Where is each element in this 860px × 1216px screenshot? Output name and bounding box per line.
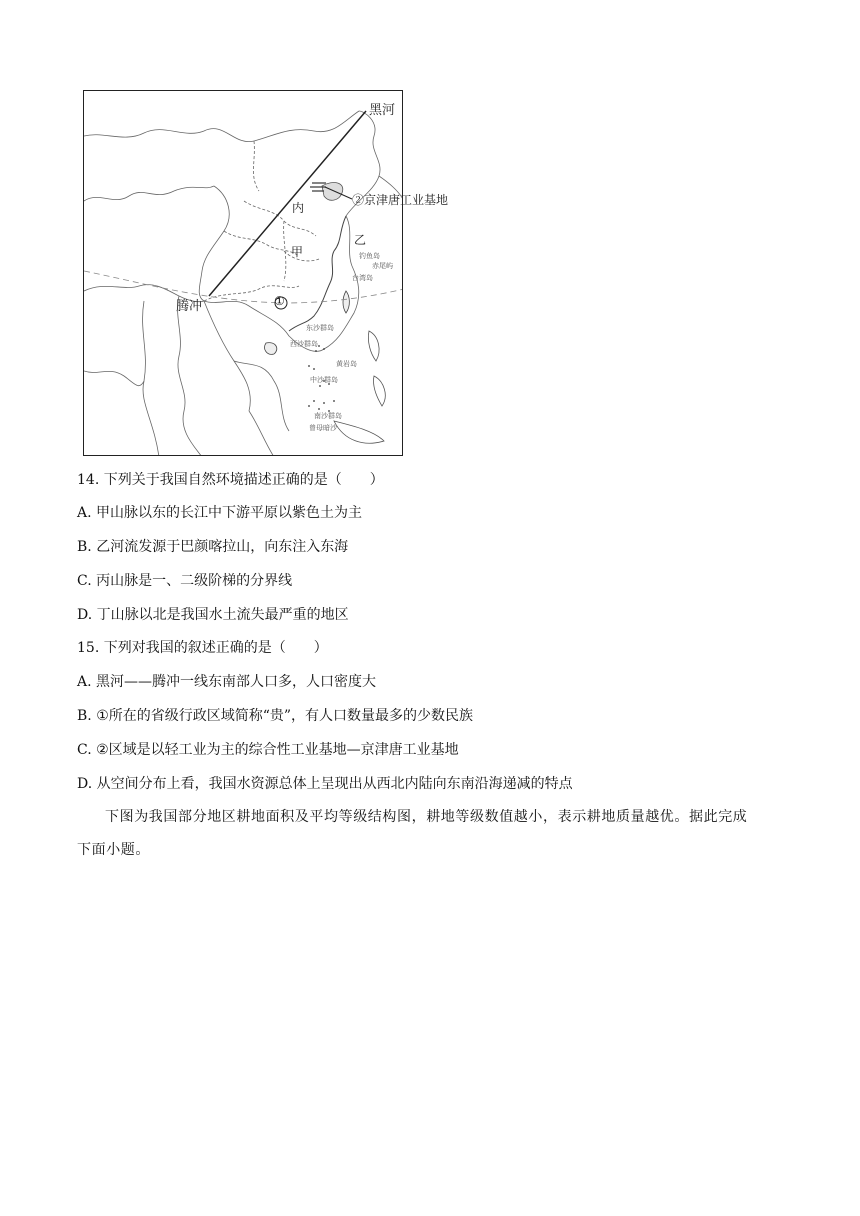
map-label-tengchong: 腾冲 bbox=[176, 299, 203, 314]
map-small-label-5: 黄岩岛 bbox=[336, 360, 357, 368]
map-label-heihe: 黑河 bbox=[369, 103, 396, 118]
question-14-option-b: B. 乙河流发源于巴颜喀拉山，向东注入东海 bbox=[77, 539, 349, 555]
question-14-option-a: A. 甲山脉以东的长江中下游平原以紫色土为主 bbox=[77, 505, 363, 521]
intro-paragraph bbox=[77, 807, 777, 860]
map-small-label-4: 中沙群岛 bbox=[310, 376, 338, 384]
map-small-label-8: 钓鱼岛 bbox=[359, 252, 380, 260]
question-15-option-c: C. ②区域是以轻工业为主的综合性工业基地—京津唐工业基地 bbox=[77, 742, 459, 758]
map-label-jia: 甲 bbox=[291, 245, 304, 259]
map-small-label-6: 南沙群岛 bbox=[314, 412, 342, 420]
map-small-label-2: 东沙群岛 bbox=[306, 324, 334, 332]
map-small-label-3: 西沙群岛 bbox=[290, 340, 318, 348]
china-map-figure bbox=[83, 90, 403, 456]
map-label-nei: 内 bbox=[292, 201, 305, 215]
map-marker-1: ① bbox=[274, 294, 285, 308]
map-callout-jingjintang: ②京津唐工业基地 bbox=[352, 193, 449, 207]
map-small-label-9: 赤尾屿 bbox=[372, 262, 393, 270]
question-15-option-a: A. 黑河——腾冲一线东南部人口多，人口密度大 bbox=[77, 674, 377, 690]
question-14-option-c: C. 丙山脉是一、二级阶梯的分界线 bbox=[77, 573, 293, 589]
map-label-yi: 乙 bbox=[354, 233, 367, 247]
question-14-stem: 14. 下列关于我国自然环境描述正确的是（ ） bbox=[77, 472, 384, 488]
question-15-stem: 15. 下列对我国的叙述正确的是（ ） bbox=[77, 640, 328, 656]
question-15-option-d: D. 从空间分布上看，我国水资源总体上呈现出从西北内陆向东南沿海递减的特点 bbox=[77, 776, 573, 792]
intro-line-2: 下面小题。 bbox=[77, 842, 150, 858]
map-small-label-1: 台湾岛 bbox=[352, 274, 373, 282]
question-14-option-d: D. 丁山脉以北是我国水土流失最严重的地区 bbox=[77, 607, 349, 623]
map-small-label-7: 曾母暗沙 bbox=[309, 424, 337, 432]
intro-line-1: 下图为我国部分地区耕地面积及平均等级结构图，耕地等级数值越小，表示耕地质量越优。据此完成 bbox=[105, 809, 748, 825]
question-15-option-b: B. ①所在的省级行政区域简称“贵”，有人口数量最多的少数民族 bbox=[77, 708, 474, 724]
